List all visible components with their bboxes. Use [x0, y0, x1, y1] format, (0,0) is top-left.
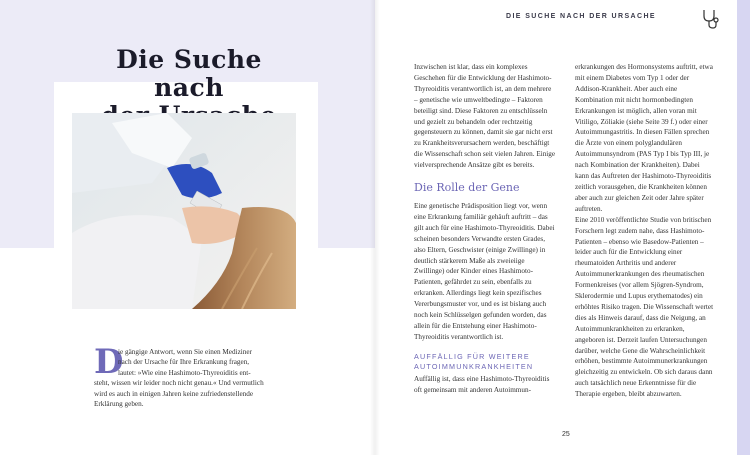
paragraph-autoimmune-continued: erkrankungen des Hormonsystems auftritt, etwa mit einem Diabetes vom Typ 1 oder der Addison-Krankheit. Aber auch eine Kombination mit nicht hormonbedingten Erkrankungen ist möglich, allen voran mit Vitiligo, Zöliakie (siehe Seite 39 f.) oder einer Autoimmungastritis. In diesen Fällen sprechen die Ärzte von einem polyglandulären Autoimmunsyndrom (PAS Typ I bis Typ III, je nach Kombination der Krankheiten). Dabei kann das Auftreten der Hashimoto-Thyreoiditis zeitlich vorausgehen, die Krankheiten können aber auch zur gleichen Zeit oder Jahre später auftreten. — [575, 63, 713, 213]
paragraph-causes: Inzwischen ist klar, dass ein komplexes Geschehen für die Entwicklung der Hashimoto-Thyreoiditis verantwortlich ist, an dem mehrere – genetische wie umweltbedingte – Faktoren beteiligt sind. Diese Faktoren zu entschlüsseln und gezielt zu behandeln oder rechtzeitig gegensteuern zu können, damit sie gar nicht erst zu Krankheitsverursachern werden, beschäftigt die Wissenschaft schon seit vielen Jahren. Einige vielversprechende Ansätze gibt es bereits. — [414, 63, 556, 170]
text-column-2 — [575, 62, 715, 400]
stethoscope-icon — [700, 8, 720, 30]
subsection-heading-autoimmune: AUFFÄLLIG FÜR WEITERE AUTOIMMUNKRANKHEITEN — [414, 351, 534, 371]
page-number: 25 — [562, 431, 570, 438]
intro-line-2: nach der Ursache für Ihre Erkrankung fragen, — [118, 358, 250, 367]
intro-line-3: lautet: »Wie eine Hashimoto-Thyreoiditis ent- — [118, 368, 251, 377]
paragraph-genes: Eine genetische Prädisposition liegt vor, wenn eine Erkrankung familiär gehäuft auftritt – das gilt auch für eine Hashimoto-Thyreoiditis. Dabei scheinen besonders Verwandte ersten Grades, also Eltern, Geschwister (einige Zwillinge) in deutlich stärkerem Maße als zweieiige Zwillinge) oder Kinder eines Hashimoto-Patienten, gefährdet zu sein, ebenfalls zu erkranken. Allerdings liegt kein spezifisches Vererbungsmuster vor, und es ist bislang auch noch kein Schlüsselgen gefunden worden, das allein für die Entstehung einer Hashimoto-Thyreoiditis verantwortlich ist. — [414, 201, 555, 341]
book-gutter — [370, 0, 380, 455]
intro-line-1: ie gängige Antwort, wenn Sie einen Mediziner — [118, 348, 252, 356]
drop-cap: D — [94, 342, 124, 382]
intro-rest: steht, wissen wir leider noch nicht genau.« Und vermutlich wird es auch in einigen Jahren keine zufriedenstellende Erklärung geben. — [94, 379, 264, 409]
ultrasound-exam-photo — [72, 113, 296, 309]
page-edge-tab — [737, 0, 750, 455]
photo-illustration — [72, 113, 296, 309]
intro-paragraph — [94, 342, 274, 409]
text-column-1 — [414, 62, 556, 396]
paragraph-study: Eine 2010 veröffentlichte Studie von britischen Forschern legt zudem nahe, dass Hashimoto-Patienten – ebenso wie Basedow-Patienten – leider auch für die Entwicklung einer rheumatoiden Arthritis und anderer Autoimmunerkrankungen des rheumatischen Formenkreises (vor allem Sjögren-Syndrom, Sklerodermie und Lupus erythematodes) ein erhöhtes Risiko tragen. Die Wissenschaft wertet dies als Hinweis darauf, dass die Neigung, an Autoimmunkrankheiten zu erkranken, angeboren ist. Derzeit laufen Untersuchungen darüber, welche Gene die Wahrscheinlichkeit erhöhen, bestimmte Autoimmunerkrankungen gleichzeitig zu entwickeln. Ob sich daraus dann auch tatsächlich neue Erkenntnisse für die Therapie ergeben, bleibt abzuwarten. — [575, 215, 714, 399]
paragraph-autoimmune-start: Auffällig ist, dass eine Hashimoto-Thyreoiditis oft gemeinsam mit anderen Autoimmun- — [414, 374, 550, 394]
section-heading-genes: Die Rolle der Gene — [414, 181, 520, 195]
running-head: DIE SUCHE NACH DER URSACHE — [506, 13, 656, 20]
chapter-title-line-1: Die Suche nach — [116, 45, 262, 102]
